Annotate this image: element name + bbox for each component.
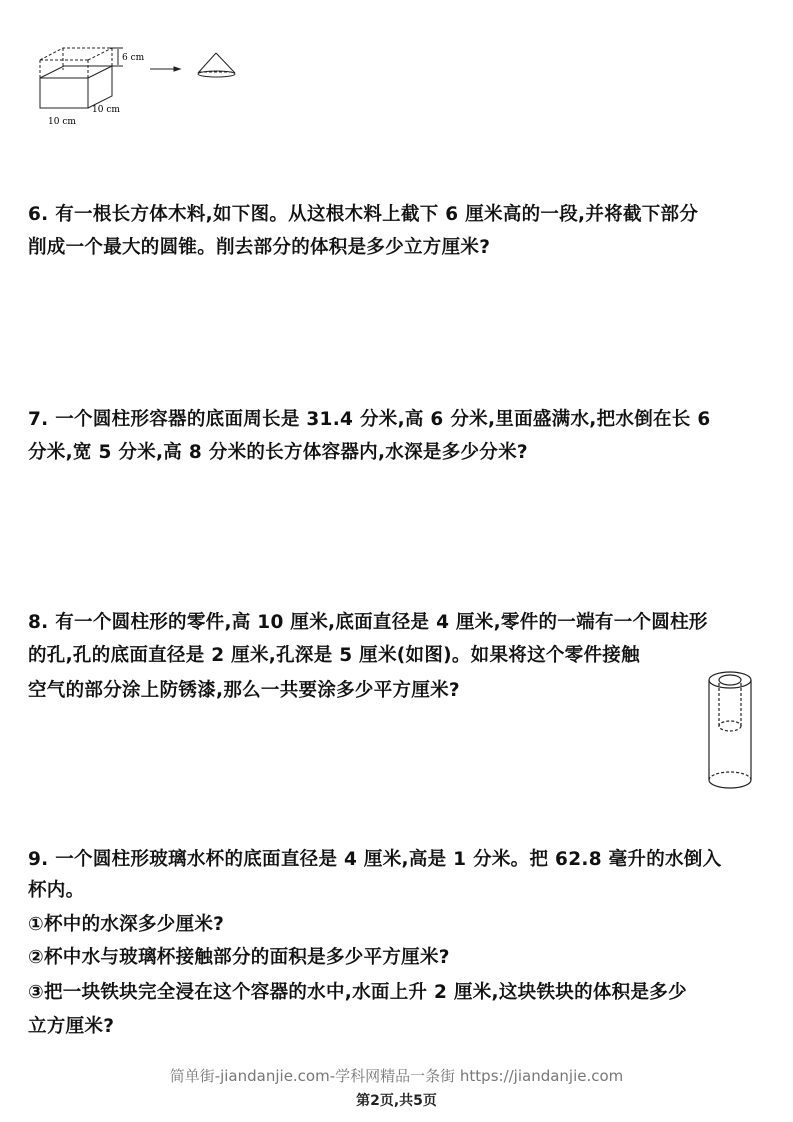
question-9-line-1: 9. 一个圆柱形玻璃水杯的底面直径是 4 厘米,高是 1 分米。把 62.8 毫升的水倒入 xyxy=(28,849,722,870)
question-9-line-6: 立方厘米? xyxy=(28,1016,115,1037)
page-number: 第2页,共5页 xyxy=(356,1093,437,1109)
cuboid-to-cone-figure xyxy=(30,40,250,130)
question-6-line-1: 6. 有一根长方体木料,如下图。从这根木料上截下 6 厘米高的一段,并将截下部分 xyxy=(28,204,699,225)
hollow-cylinder-figure xyxy=(700,668,760,793)
question-9-sub-1: ①杯中的水深多少厘米? xyxy=(28,914,225,935)
question-9-line-2: 杯内。 xyxy=(28,880,85,901)
question-7-line-2: 分米,宽 5 分米,高 8 分米的长方体容器内,水深是多少分米? xyxy=(28,442,528,463)
depth-label: 10 cm xyxy=(92,105,120,115)
question-6-line-2: 削成一个最大的圆锥。削去部分的体积是多少立方厘米? xyxy=(28,237,491,258)
height-label: 6 cm xyxy=(122,53,145,63)
width-label: 10 cm xyxy=(48,117,76,127)
question-8-line-2: 的孔,孔的底面直径是 2 厘米,孔深是 5 厘米(如图)。如果将这个零件接触 xyxy=(28,645,640,666)
question-7-line-1: 7. 一个圆柱形容器的底面周长是 31.4 分米,高 6 分米,里面盛满水,把水倒在长 6 xyxy=(28,409,711,430)
question-9-sub-3: ③把一块铁块完全浸在这个容器的水中,水面上升 2 厘米,这块铁块的体积是多少 xyxy=(28,982,687,1003)
footer-watermark: 简单街-jiandanjie.com-学科网精品一条街 https://jiandanjie.com xyxy=(169,1067,624,1085)
question-8-line-1: 8. 有一个圆柱形的零件,高 10 厘米,底面直径是 4 厘米,零件的一端有一个圆柱形 xyxy=(28,612,708,633)
question-8-line-3: 空气的部分涂上防锈漆,那么一共要涂多少平方厘米? xyxy=(28,680,460,701)
question-9-sub-2: ②杯中水与玻璃杯接触部分的面积是多少平方厘米? xyxy=(28,947,450,968)
